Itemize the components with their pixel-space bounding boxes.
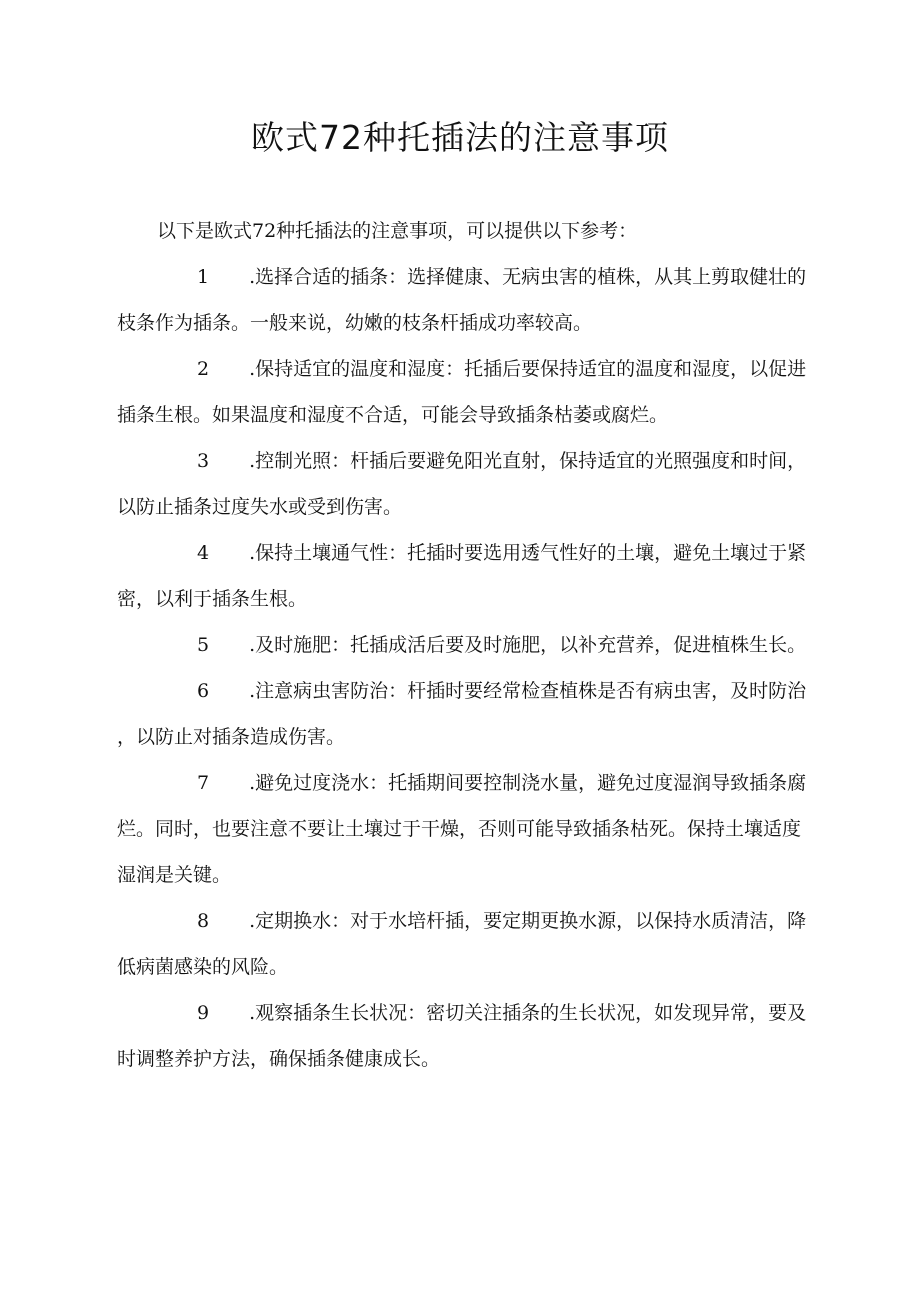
list-item bbox=[117, 760, 817, 898]
item-number: 7 bbox=[197, 772, 210, 794]
item-number: 1 bbox=[197, 266, 210, 288]
item-text: 保持适宜的温度和湿度：托插后要保持适宜的温度和湿度，以促进插条生根。如果温度和湿度不合适，可能会导致插条枯萎或腐烂。 bbox=[117, 358, 807, 426]
item-number: 6 bbox=[197, 680, 210, 702]
item-number: 3 bbox=[197, 450, 210, 472]
list-item bbox=[117, 346, 817, 438]
item-text: 及时施肥：托插成活后要及时施肥，以补充营养，促进植株生长。 bbox=[255, 634, 807, 656]
item-separator: . bbox=[249, 450, 256, 472]
item-separator: . bbox=[249, 910, 256, 932]
item-separator: . bbox=[249, 1002, 256, 1024]
item-number: 2 bbox=[197, 358, 210, 380]
item-number: 9 bbox=[197, 1002, 210, 1024]
intro-paragraph: 以下是欧式72种托插法的注意事项，可以提供以下参考： bbox=[157, 220, 638, 242]
item-separator: . bbox=[249, 358, 256, 380]
item-text: 定期换水：对于水培杆插，要定期更换水源，以保持水质清洁，降低病菌感染的风险。 bbox=[117, 910, 807, 978]
list-item bbox=[117, 668, 817, 760]
list-item bbox=[117, 622, 817, 668]
item-number: 5 bbox=[197, 634, 210, 656]
document-title: 欧式72种托插法的注意事项 bbox=[251, 118, 669, 157]
list-item bbox=[117, 530, 817, 622]
item-number: 4 bbox=[197, 542, 210, 564]
item-text: 避免过度浇水：托插期间要控制浇水量，避免过度湿润导致插条腐烂。同时，也要注意不要让土壤过于干燥，否则可能导致插条枯死。保持土壤适度湿润是关键。 bbox=[117, 772, 807, 886]
item-text: 注意病虫害防治：杆插时要经常检查植株是否有病虫害，及时防治，以防止对插条造成伤害。 bbox=[117, 680, 807, 748]
item-text: 观察插条生长状况：密切关注插条的生长状况，如发现异常，要及时调整养护方法，确保插条健康成长。 bbox=[117, 1002, 807, 1070]
list-item bbox=[117, 438, 817, 530]
item-text: 保持土壤通气性：托插时要选用透气性好的土壤，避免土壤过于紧密，以利于插条生根。 bbox=[117, 542, 807, 610]
item-text: 选择合适的插条：选择健康、无病虫害的植株，从其上剪取健壮的枝条作为插条。一般来说，幼嫩的枝条杆插成功率较高。 bbox=[117, 266, 807, 334]
list-item bbox=[117, 990, 817, 1082]
item-separator: . bbox=[249, 680, 256, 702]
item-separator: . bbox=[249, 266, 256, 288]
list-item bbox=[117, 254, 817, 346]
item-number: 8 bbox=[197, 910, 210, 932]
item-separator: . bbox=[249, 542, 256, 564]
item-text: 控制光照：杆插后要避免阳光直射，保持适宜的光照强度和时间，以防止插条过度失水或受到伤害。 bbox=[117, 450, 807, 518]
list-item bbox=[117, 898, 817, 990]
document-body bbox=[117, 208, 817, 1082]
item-separator: . bbox=[249, 772, 256, 794]
item-separator: . bbox=[249, 634, 256, 656]
